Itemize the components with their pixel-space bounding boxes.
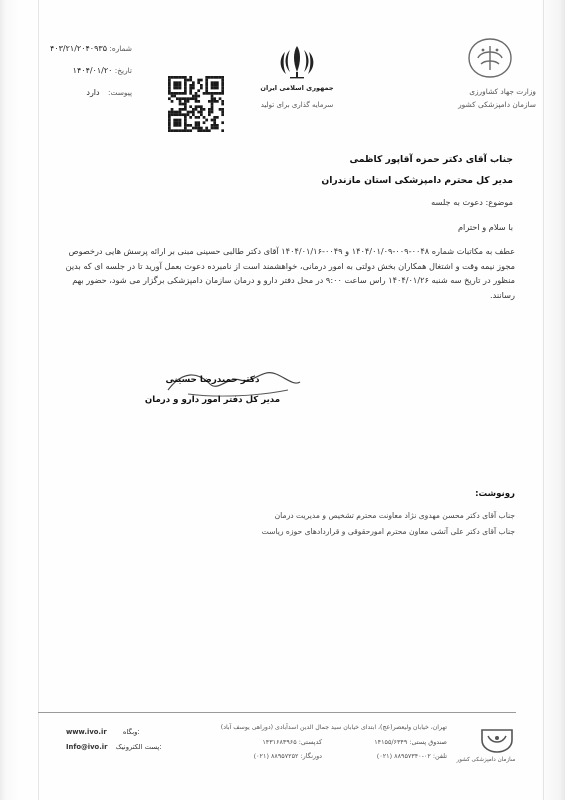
footer-postal-code	[222, 738, 322, 746]
recipient-title: مدیر کل محترم دامپزشکی استان مازندران	[321, 175, 513, 186]
scan-artifact	[543, 0, 544, 800]
scan-artifact	[38, 0, 39, 800]
phone-label: تلفن:	[432, 752, 447, 760]
postbox-label: صندوق پستی:	[409, 738, 447, 746]
email-value[interactable]: Info@ivo.ir	[66, 743, 108, 751]
letter-attachment-value: دارد	[86, 88, 100, 97]
postal-code-label: کدپستی:	[298, 738, 322, 746]
postbox-value: ۱۴۱۵۵/۶۳۴۹	[374, 738, 408, 746]
footer-fax	[222, 752, 322, 760]
qr-code-image	[168, 76, 224, 132]
letter-body-line: منظور در تاریخ سه شنبه ۱۴۰۴/۰۱/۲۶ راس ساعت ۹:۰۰ در محل دفتر دارو و درمان سازمان دامپزشکی برگزار می شود، حضور بهم	[72, 275, 515, 286]
footer-website	[66, 728, 166, 736]
copies-heading: رونوشت:	[475, 489, 515, 499]
letter-body-line: رسانند.	[490, 289, 515, 300]
email-label: پست الکترونیک:	[115, 743, 162, 751]
copy-recipient: جناب آقای دکتر محسن مهدوی نژاد معاونت محترم تشخیص و مدیریت درمان	[274, 511, 515, 520]
footer-address: تهران، خیابان ولیعصر(عج)، ابتدای خیابان سید جمال الدین اسدآبادی (دوراهی یوسف آباد)	[220, 724, 447, 731]
letter-date-value: ۱۴۰۴/۰۱/۲۰	[72, 66, 113, 75]
emblem-caption: جمهوری اسلامی ایران	[260, 84, 334, 92]
footer-org-caption: سازمان دامپزشکی کشور	[456, 757, 516, 763]
ministry-logo-icon	[463, 36, 517, 80]
signatory-name: دکتر حمیدرضا حسینی	[165, 375, 260, 385]
letter-number-label: شماره:	[109, 44, 132, 53]
phone-value: ۰۲-۸۸۹۵۷۳۴۰ (۰۲۱)	[376, 752, 431, 760]
website-label: وبگاه:	[122, 728, 140, 736]
recipient-name: جناب آقای دکتر حمزه آقاپور کاظمی	[349, 154, 513, 165]
letter-subject: موضوع: دعوت به جلسه	[431, 197, 513, 207]
postal-code-value: ۱۴۳۱۶۸۳۹۶۵	[262, 738, 297, 746]
footer-postbox	[330, 738, 447, 746]
copy-recipient: جناب آقای دکتر علی آتشی معاون محترم امورحقوقی و قراردادهای حوزه ریاست	[261, 527, 515, 536]
ministry-name: وزارت جهاد کشاورزی	[469, 87, 536, 96]
letter-date-row	[40, 66, 132, 75]
letter-body	[38, 244, 515, 302]
fax-label: دورنگار:	[300, 752, 322, 760]
letter-number-row	[40, 44, 132, 53]
letter-greeting: با سلام و احترام	[457, 222, 513, 232]
signatory-title: مدیر کل دفتر امور دارو و درمان	[144, 395, 281, 405]
footer-email	[66, 743, 166, 751]
letter-date-label: تاریخ:	[114, 66, 132, 75]
letter-body-line: عطف به مکاتبات شماره ۰۰۴۸-۰۰۹-۱۴۰۴/۰۱/۰۹ و ۰۰۴۹-۱۴۰۴/۰۱/۱۶ آقای دکتر طالبی حسینی مبنی بر ارائه پرسش هایی درخصوص	[68, 246, 515, 256]
letter-body-line: مجوز نیمه وقت و اشتغال همکاران بخش دولتی به امور درمانی، خواهشمند است از نامبرده دعوت بعمل آورید تا در جلسه ای که بدین	[65, 260, 515, 271]
iran-emblem-icon	[276, 42, 318, 82]
organization-name: سازمان دامپزشکی کشور	[458, 100, 536, 109]
organization-logo-icon	[478, 724, 516, 754]
website-value[interactable]: www.ivo.ir	[66, 728, 107, 736]
footer-divider	[38, 712, 516, 713]
footer-phone	[330, 752, 447, 760]
letter-number-value: ۴۰۳/۲۱/۲۰۴۰۹۳۵	[50, 44, 107, 53]
header-slogan: سرمایه گذاری برای تولید	[260, 101, 334, 109]
letter-attachment-label: پیوست:	[107, 88, 132, 97]
letter-attachment-row	[40, 88, 132, 97]
fax-value: ۸۸۹۵۷۲۵۲ (۰۲۱)	[253, 752, 299, 760]
